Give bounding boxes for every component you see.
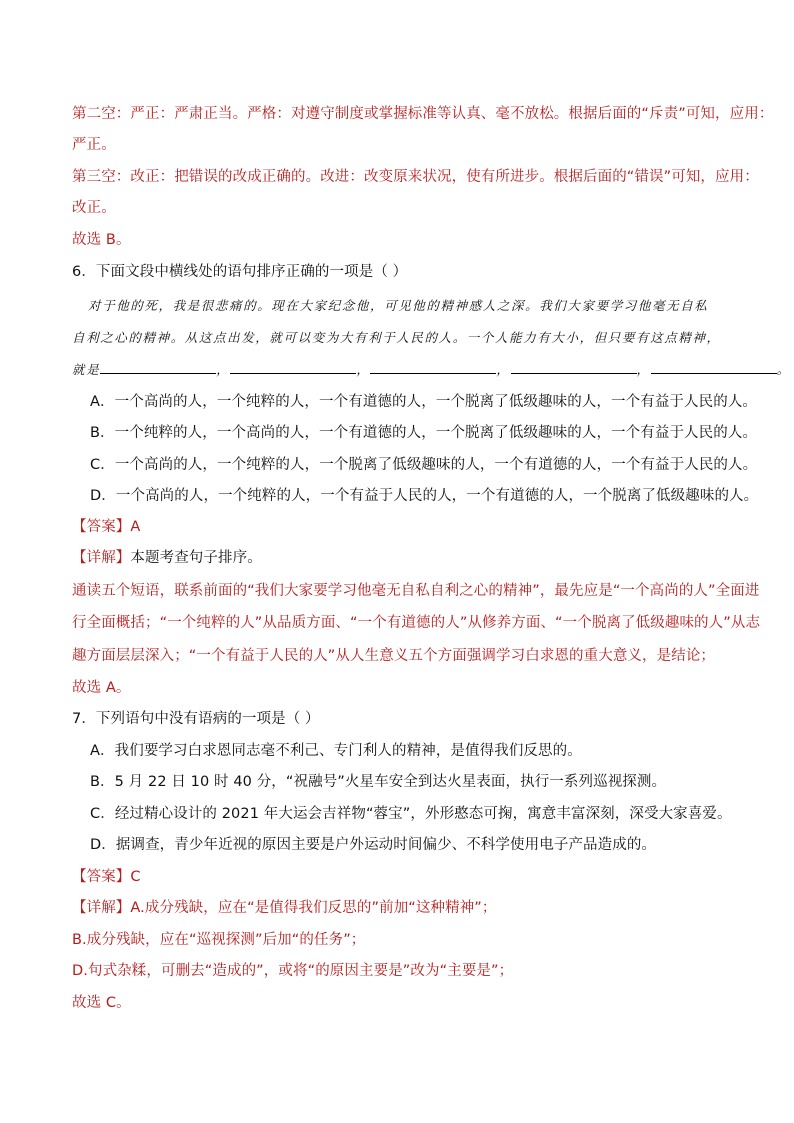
blank2-explanation-line2: 严正。 (72, 137, 116, 153)
q6-option-a: A．一个高尚的人，一个纯粹的人，一个有道德的人，一个脱离了低级趣味的人，一个有益于人民的人。 (90, 394, 758, 410)
period: 。 (776, 362, 791, 377)
comma: ， (496, 362, 511, 377)
q6-conclusion: 故选 A。 (72, 680, 131, 696)
q6-passage-line2: 自利之心的精神。从这点出发，就可以变为大有利于人民的人。一个人能力有大小，但只要有这点精神， (72, 330, 721, 345)
comma: ， (636, 362, 651, 377)
question-7-stem: 7．下列语句中没有语病的一项是（ ） (72, 711, 320, 727)
blank-4 (511, 361, 637, 374)
q6-analysis-line3: 趣方面层层深入；“一个有益于人民的人”从人生意义五个方面强调学习白求恩的重大意义，是结论； (72, 648, 716, 664)
blank3-explanation-line2: 改正。 (72, 200, 116, 216)
q7-detail-line3: D.句式杂糅，可删去“造成的”，或将“的原因主要是”改为“主要是”； (72, 963, 514, 979)
q6-passage-line1: 对于他的死，我是很悲痛的。现在大家纪念他，可见他的精神感人之深。我们大家要学习他毫无自私 (88, 298, 709, 313)
comma: ， (356, 362, 371, 377)
previous-conclusion: 故选 B。 (72, 232, 131, 248)
q6-analysis-line2: 行全面概括；“一个纯粹的人”从品质方面、“一个有道德的人”从修养方面、“一个脱离了低级趣味的人”从志 (72, 615, 761, 631)
q7-detail-line1: 【详解】A.成分残缺，应在“是值得我们反思的”前加“这种精神”； (72, 900, 497, 916)
q6-option-d: D．一个高尚的人，一个纯粹的人，一个有益于人民的人，一个有道德的人，一个脱离了低级趣味的人。 (90, 488, 759, 504)
q6-option-c: C．一个高尚的人，一个纯粹的人，一个脱离了低级趣味的人，一个有道德的人，一个有益于人民的人。 (90, 457, 758, 473)
blank2-explanation-line1: 第二空：严正：严肃正当。严格：对遵守制度或掌握标准等认真、毫不放松。根据后面的“斥责”可知，应用： (72, 106, 774, 122)
q7-option-d: D．据调查，青少年近视的原因主要是户外运动时间偏少、不科学使用电子产品造成的。 (90, 837, 657, 853)
q7-option-c: C．经过精心设计的 2021 年大运会吉祥物“蓉宝”，外形憨态可掬，寓意丰富深刻，深受大家喜爱。 (90, 806, 732, 822)
comma: ， (216, 362, 231, 377)
blank-1 (100, 361, 216, 374)
q6-passage-prefix: 就是 (72, 362, 101, 377)
blank-5 (651, 361, 777, 374)
blank-3 (370, 361, 496, 374)
blank3-explanation-line1: 第三空：改正：把错误的改成正确的。改进：改变原来状况，使有所进步。根据后面的“错误”可知，应用： (72, 169, 759, 185)
q6-analysis-line1: 通读五个短语，联系前面的“我们大家要学习他毫无自私自利之心的精神”，最先应是“一个高尚的人”全面进 (72, 583, 760, 599)
q6-passage-line3 (72, 360, 791, 380)
q7-conclusion: 故选 C。 (72, 995, 131, 1011)
q7-detail-line2: B.成分残缺，应在“巡视探测”后加“的任务”； (72, 932, 366, 948)
q6-answer: 【答案】A (72, 519, 141, 535)
q6-detail (72, 548, 262, 568)
q7-answer: 【答案】C (72, 869, 141, 885)
blank-2 (230, 361, 356, 374)
q7-option-a: A．我们要学习白求恩同志毫不利己、专门利人的精神，是值得我们反思的。 (90, 743, 582, 759)
q6-detail-text: 本题考查句子排序。 (130, 550, 262, 566)
q7-option-b: B．5 月 22 日 10 时 40 分，“祝融号”火星车安全到达火星表面，执行一系列巡视探测。 (90, 774, 667, 790)
question-6-stem: 6．下面文段中横线处的语句排序正确的一项是（ ） (72, 264, 408, 280)
q6-detail-tag: 【详解】 (72, 550, 131, 566)
q6-option-b: B．一个纯粹的人，一个高尚的人，一个有道德的人，一个脱离了低级趣味的人，一个有益于人民的人。 (90, 425, 758, 441)
